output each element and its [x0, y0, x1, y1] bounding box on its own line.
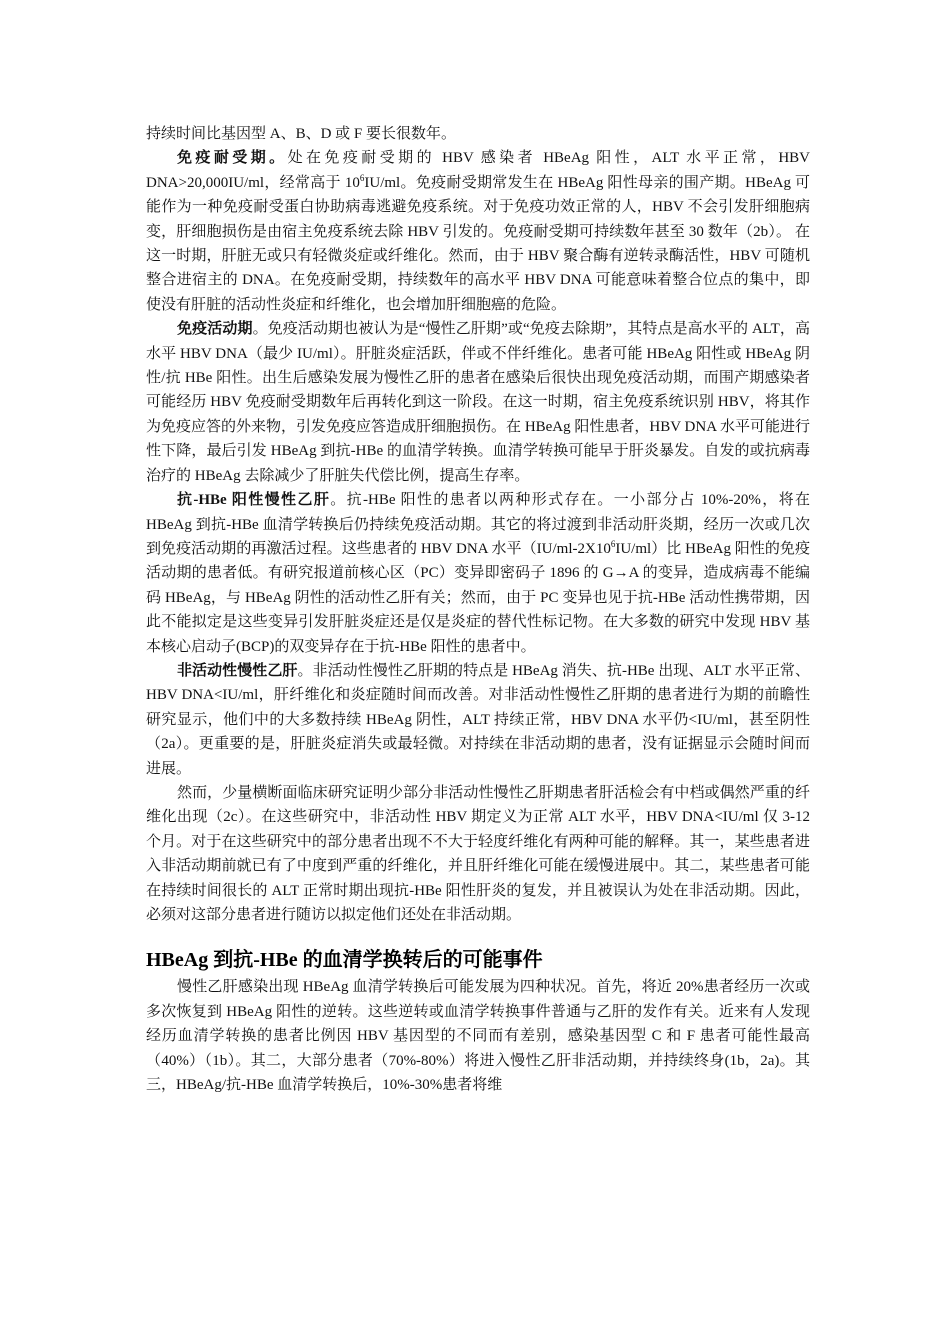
term-heading: 非活动性慢性乙肝 [177, 662, 298, 679]
paragraph-text: 。免疫活动期也被认为是“慢性乙肝期”或“免疫去除期”，其特点是高水平的 ALT，高水平 HBV DNA（最少 IU/ml）。肝脏炎症活跃，伴或不伴纤维化。患者可能 HBeAg 阳性或 HBeAg 阴性/抗 HBe 阳性。出生后感染发展为慢性乙肝的患者在感染后很快出现免疫活动期，而围产期感染者可能经历 HBV 免疫耐受期数年后再转化到这一阶段。在这一时期，宿主免疫系统识别 HBV，将其作为免疫应答的外来物，引发免疫应答造成肝细胞损伤。在 HBeAg 阳性患者，HBV DNA 水平可能进行性下降，最后引发 HBeAg 到抗-HBe 的血清学转换。血清学转换可能早于肝炎暴发。自发的或抗病毒治疗的 HBeAg 去除减少了肝脏失代偿比例，提高生存率。 [146, 321, 810, 484]
paragraph-cross-sectional [146, 781, 810, 927]
paragraph-immune-tolerance [146, 146, 810, 317]
paragraph-text: 。非活动性慢性乙肝期的特点是 HBeAg 消失、抗-HBe 出现、ALT 水平正常、HBV DNA<IU/ml，肝纤维化和炎症随时间而改善。对非活动性慢性乙肝期的患者进行为期的前瞻性研究显示，他们中的大多数持续 HBeAg 阴性，ALT 持续正常，HBV DNA 水平仍<IU/ml，甚至阴性（2a）。更重要的是，肝脏炎症消失或最轻微。对持续在非活动期的患者，没有证据显示会随时间而进展。 [146, 662, 810, 777]
paragraph-text: 然而，少量横断面临床研究证明少部分非活动性慢性乙肝期患者肝活检会有中档或偶然严重的纤维化出现（2c）。在这些研究中，非活动性 HBV 期定义为正常 ALT 水平，HBV DNA<IU/ml 仅 3-12 个月。对于在这些研究中的部分患者出现不不大于轻度纤维化有两种可能的解释。其一，某些患者进入非活动期前就已有了中度到严重的纤维化，并且肝纤维化可能在缓慢进展中。其二，某些患者可能在持续时间很长的 ALT 正常时期出现抗-HBe 阳性肝炎的复发，并且被误认为处在非活动期。因此，必须对这部分患者进行随访以拟定他们还处在非活动期。 [146, 784, 810, 923]
paragraph-immune-active [146, 317, 810, 488]
paragraph-text: 慢性乙肝感染出现 HBeAg 血清学转换后可能发展为四种状况。首先，将近 20%患者经历一次或多次恢复到 HBeAg 阳性的逆转。这些逆转或血清学转换事件普通与乙肝的发作有关。近来有人发现经历血清学转换的患者比例因 HBV 基因型的不同而有差别，感染基因型 C 和 F 患者可能性最高（40%）（1b）。其二，大部分患者（70%-80%）将进入慢性乙肝非活动期，并持续终身(1b，2a)。其三，HBeAg/抗-HBe 血清学转换后，10%-30%患者将维 [146, 979, 810, 1094]
term-heading: 免疫活动期 [177, 321, 253, 338]
paragraph-text: IU/ml）比 HBeAg 阳性的免疫活动期的患者低。有研究报道前核心区（PC）变异即密码子 1896 的 G→A 的变异，造成病毒不能编码 HBeAg，与 HBeAg 阴性的活动性乙肝有关；然而，由于 PC 变异也见于抗-HBe 活动性携带期，因此不能拟定是这些变异引发肝脏炎症还是仅是炎症的替代性标记物。在大多数的研究中发现 HBV 基本核心启动子(BCP)的双变异存在于抗-HBe 阳性的患者中。 [146, 540, 810, 655]
paragraph-text: 。抗-HBe 阳性的患者以两种形式存在。一小部分占 10%-20%，将在 HBeAg 到抗-HBe 血清学转换后仍持续免疫活动期。其它的将过渡到非活动肝炎期，经历一次或几次到免疫活动期的再激活过程。这些患者的 HBV DNA 水平（IU/ml-2X10 [146, 492, 810, 557]
paragraph-text: IU/ml。免疫耐受期常发生在 HBeAg 阳性母亲的围产期。HBeAg 可能作为一种免疫耐受蛋白协助病毒逃避免疫系统。对于免疫功效正常的人，HBV 不会引发肝细胞病变，肝细胞损伤是由宿主免疫系统去除 HBV 引发的。免疫耐受期可持续数年甚至 30 数年（2b）。 在这一时期，肝脏无或只有轻微炎症或纤维化。然而，由于 HBV 聚合酶有逆转录酶活性，HBV 可随机整合进宿主的 DNA。在免疫耐受期，持续数年的高水平 HBV DNA 可能意味着整合位点的集中，即使没有肝脏的活动性炎症和纤维化，也会增加肝细胞癌的危险。 [146, 174, 810, 313]
paragraph-text: 处在免疫耐受期的 HBV 感染者 HBeAg 阳性，ALT 水平正常，HBV DNA>20,000IU/ml，经常高于 10 [146, 150, 810, 191]
paragraph-text: 持续时间比基因型 A、B、D 或 F 要长很数年。 [146, 126, 457, 142]
term-heading: 抗-HBe 阳性慢性乙肝 [177, 492, 331, 509]
superscript: 6 [359, 172, 365, 183]
paragraph-continuation [146, 122, 810, 146]
paragraph-anti-hbe-positive [146, 488, 810, 659]
superscript: 6 [610, 538, 616, 549]
term-heading: 免疫耐受期。 [177, 150, 288, 167]
document-body [146, 122, 810, 1097]
paragraph-inactive [146, 659, 810, 781]
section-heading: HBeAg 到抗-HBe 的血清学换转后的可能事件 [146, 949, 543, 972]
paragraph-seroconversion [146, 975, 810, 1097]
